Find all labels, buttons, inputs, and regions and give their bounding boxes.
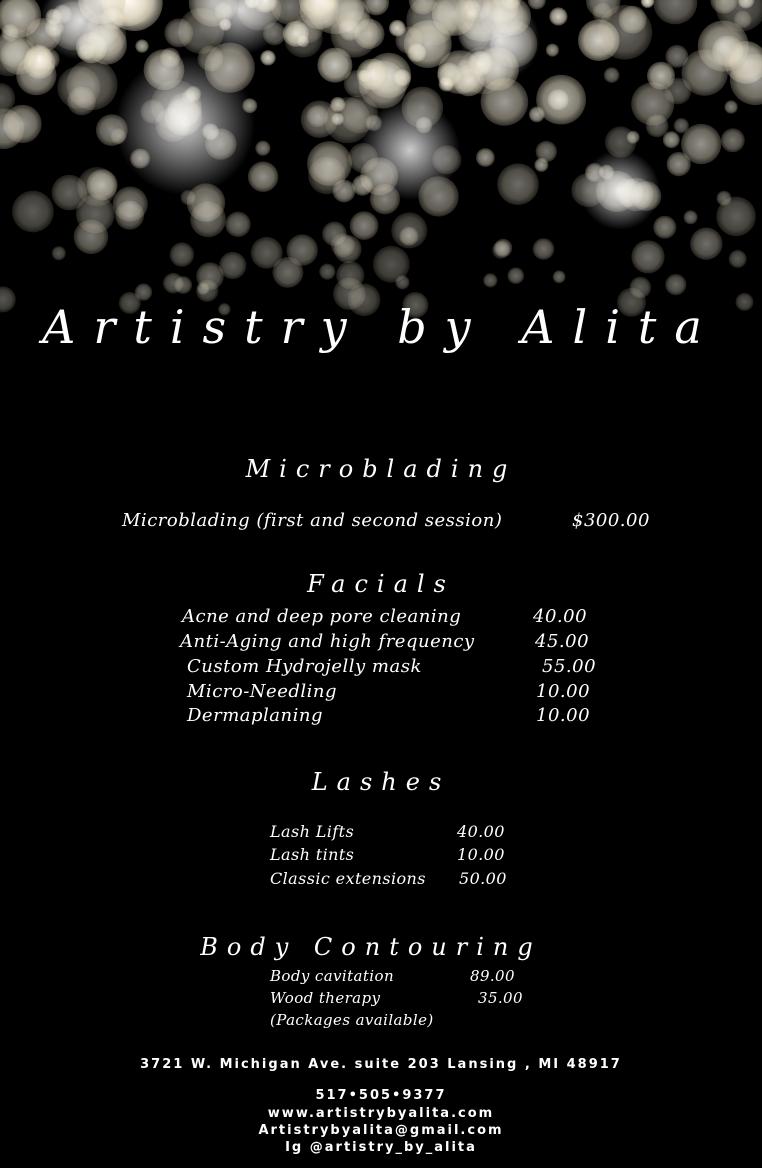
service-price: 10.00 bbox=[536, 681, 591, 702]
service-name: Anti-Aging and high frequency bbox=[180, 631, 475, 652]
section-heading-lashes: Lashes bbox=[311, 768, 451, 796]
bokeh-lights-background bbox=[0, 0, 762, 330]
page-title: Artistry by Alita bbox=[42, 300, 720, 354]
service-price: 45.00 bbox=[535, 631, 590, 652]
footer-phone: 517•505•9377 bbox=[315, 1088, 447, 1103]
service-name: Dermaplaning bbox=[187, 705, 323, 726]
section-heading-facials: Facials bbox=[307, 570, 455, 598]
service-price: 89.00 bbox=[470, 967, 515, 985]
service-name: Wood therapy bbox=[270, 989, 381, 1007]
footer-website: www.artistrybyalita.com bbox=[267, 1106, 495, 1121]
service-price: 55.00 bbox=[542, 656, 597, 677]
footer-instagram: Ig @artistry_by_alita bbox=[285, 1140, 477, 1155]
footer-email: Artistrybyalita@gmail.com bbox=[258, 1123, 504, 1138]
service-name: Body cavitation bbox=[270, 967, 395, 985]
packages-note: (Packages available) bbox=[270, 1011, 434, 1029]
footer-address: 3721 W. Michigan Ave. suite 203 Lansing , MI 48917 bbox=[140, 1057, 622, 1072]
service-name: Lash tints bbox=[270, 845, 355, 864]
section-heading-body-contouring: Body Contouring bbox=[200, 933, 542, 961]
service-name: Lash Lifts bbox=[270, 822, 355, 841]
service-price: 35.00 bbox=[478, 989, 523, 1007]
service-name: Microblading (first and second session) bbox=[122, 510, 503, 531]
service-price: 10.00 bbox=[536, 705, 591, 726]
service-name: Acne and deep pore cleaning bbox=[182, 606, 462, 627]
service-price: 10.00 bbox=[457, 845, 505, 864]
service-name: Micro-Needling bbox=[187, 681, 337, 702]
service-price: 40.00 bbox=[457, 822, 505, 841]
service-name: Custom Hydrojelly mask bbox=[187, 656, 422, 677]
service-price: 40.00 bbox=[533, 606, 588, 627]
service-price: 50.00 bbox=[459, 869, 507, 888]
service-price: $300.00 bbox=[572, 510, 650, 531]
service-name: Classic extensions bbox=[270, 869, 426, 888]
section-heading-microblading: Microblading bbox=[245, 455, 517, 483]
